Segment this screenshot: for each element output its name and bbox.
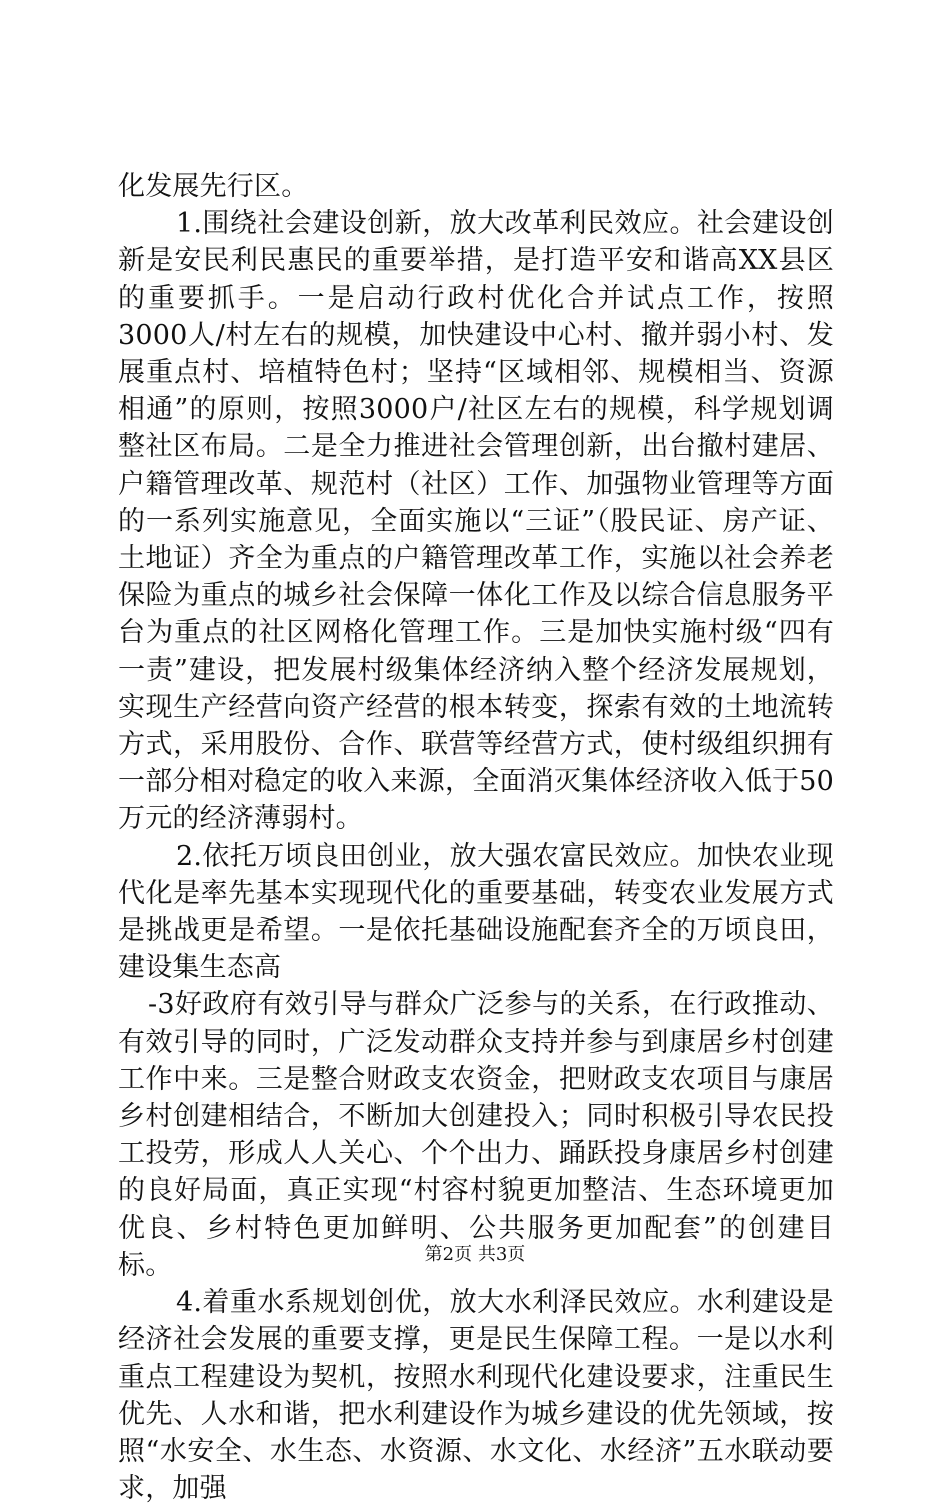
paragraph-water-planning: 4.着重水系规划创优，放大水利泽民效应。水利建设是经济社会发展的重要支撑，更是民生保障工程。一是以水利重点工程建设为契机，按照水利现代化建设要求，注重民生优先、人水和谐，把水利建设作为城乡建设的优先领域，按照“水安全、水生态、水资源、水文化、水经济”五水联动要求，加强 [118, 1287, 834, 1505]
paragraph-farmland: 2.依托万顷良田创业，放大强农富民效应。加快农业现代化是率先基本实现现代化的重要基础，转变农业发展方式是挑战更是希望。一是依托基础设施配套齐全的万顷良田，建设集生态高 [118, 840, 834, 984]
page-footer: 第2页 共3页 [424, 1244, 526, 1265]
paragraph-social-construction: 1.围绕社会建设创新，放大改革利民效应。社会建设创新是安民利民惠民的重要举措，是打造平安和谐高XX县区的重要抓手。一是启动行政村优化合并试点工作，按照3000人/村左右的规模，加快建设中心村、撤并弱小村、发展重点村、培植特色村；坚持“区域相邻、规模相当、资源相通”的原则，按照3000户/社区左右的规模，科学规划调整社区布局。二是全力推进社会管理创新，出台撤村建居、户籍管理改革、规范村（社区）工作、加强物业管理等方面的一系列实施意见，全面实施以“三证”（股民证、房产证、土地证）齐全为重点的户籍管理改革工作，实施以社会养老保险为重点的城乡社会保障一体化工作及以综合信息服务平台为重点的社区网格化管理工作。三是加快实施村级“四有一责”建设，把发展村级集体经济纳入整个经济发展规划，实现生产经营向资产经营的根本转变，探索有效的土地流转方式，采用股份、合作、联营等经营方式，使村级组织拥有一部分相对稳定的收入来源，全面消灭集体经济收入低于50万元的经济薄弱村。 [118, 208, 834, 835]
paragraph-rural-creation: -3好政府有效引导与群众广泛参与的关系，在行政推动、有效引导的同时，广泛发动群众支持并参与到康居乡村创建工作中来。三是整合财政支农资金，把财政支农项目与康居乡村创建相结合，不断加大创建投入；同时积极引导农民投工投劳，形成人人关心、个个出力、踊跃投身康居乡村创建的良好局面，真正实现“村容村貌更加整洁、生态环境更加优良、乡村特色更加鲜明、公共服务更加配套”的创建目标。 [118, 989, 834, 1281]
document-body [118, 168, 834, 1507]
paragraph-continuation: 化发展先行区。 [118, 171, 309, 202]
